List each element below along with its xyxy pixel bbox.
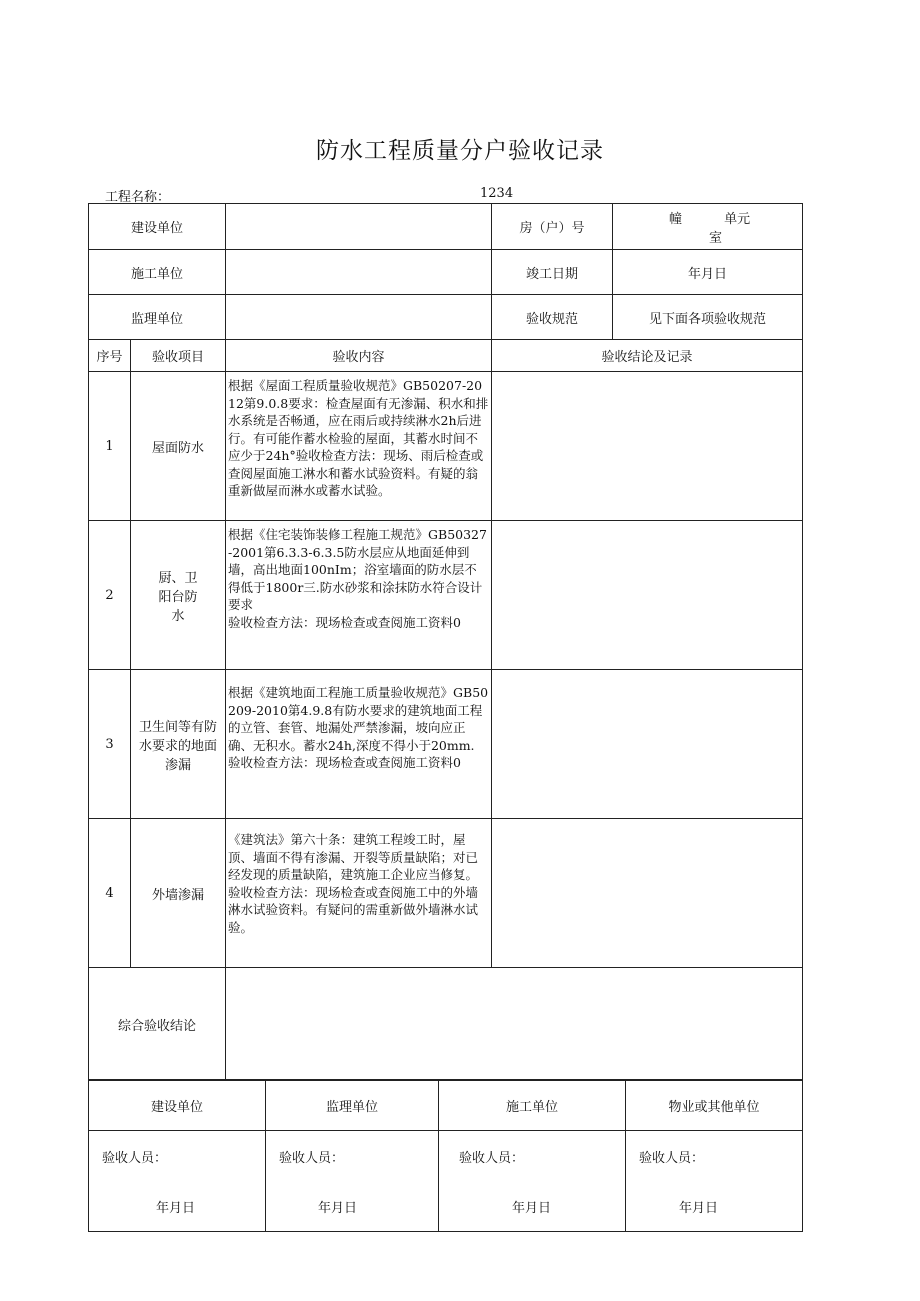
item-name: 厨、卫阳台防水	[131, 521, 226, 670]
sign-date: 年月日	[512, 1201, 552, 1216]
signoff-unit: 监理单位	[266, 1080, 439, 1131]
conclusion-row	[89, 968, 803, 1081]
item-content: 《建筑法》第六十条：建筑工程竣工时，屋顶、墙面不得有渗漏、开裂等质量缺陷；对已经发现的质量缺陷，建筑施工企业应当修复。 验收检查方法：现场检查或查阅施工中的外墙淋水试验资料。有疑问的需重新做外墙淋水试验。	[226, 819, 492, 968]
sign-date: 年月日	[679, 1201, 719, 1216]
item-name: 外墙渗漏	[131, 819, 226, 968]
item-content: 根据《屋面工程质量验收规范》GB50207-2012第9.0.8要求：检查屋面有无渗漏、积水和排水系统是否畅通，应在雨后或持续淋水2h后进行。有可能作蓄水检验的屋面，其蓄水时间不应少于24h°验收检查方法：现场、雨后检查或查阅屋面施工淋水和蓄水试验资料。有疑的翁重新做屋而淋水或蓄水试验。	[226, 372, 492, 521]
project-name-label: 工程名称：	[105, 190, 171, 205]
inspector-label: 验收人员：	[102, 1151, 168, 1166]
header-content: 验收内容	[226, 340, 492, 372]
info-row-supervisor	[89, 295, 803, 340]
item-result[interactable]	[492, 819, 803, 968]
room-number-label: 房（户）号	[492, 204, 613, 250]
signoff-table	[88, 1079, 803, 1232]
building-label: 幢	[669, 211, 683, 227]
signoff-cell[interactable]	[439, 1131, 626, 1232]
construction-unit-label: 建设单位	[89, 204, 226, 250]
inspector-label: 验收人员：	[639, 1151, 705, 1166]
item-name: 屋面防水	[131, 372, 226, 521]
item-no: 2	[89, 521, 131, 670]
item-no: 1	[89, 372, 131, 521]
items-header-row	[89, 340, 803, 372]
completion-date-value[interactable]: 年月日	[613, 250, 803, 295]
item-no: 3	[89, 670, 131, 819]
signoff-unit: 物业或其他单位	[626, 1080, 803, 1131]
contractor-label: 施工单位	[89, 250, 226, 295]
inspection-form	[88, 203, 803, 1081]
signoff-cell[interactable]	[89, 1131, 266, 1232]
inspector-label: 验收人员：	[459, 1151, 525, 1166]
item-no: 4	[89, 819, 131, 968]
info-row-contractor	[89, 250, 803, 295]
item-result[interactable]	[492, 670, 803, 819]
room-label: 室	[709, 230, 723, 246]
contractor-value[interactable]	[226, 250, 492, 295]
inspector-label: 验收人员：	[279, 1151, 345, 1166]
completion-date-label: 竣工日期	[492, 250, 613, 295]
unit-label: 单元	[724, 211, 751, 227]
item-row	[89, 670, 803, 819]
conclusion-label: 综合验收结论	[89, 968, 226, 1081]
spec-label: 验收规范	[492, 295, 613, 340]
item-content: 根据《建筑地面工程施工质量验收规范》GB50209-2010第4.9.8有防水要求的建筑地面工程的立管、套管、地漏处严禁渗漏，坡向应正确、无积水。蓄水24h,深度不得小于20mm. 验收检查方法：现场检查或查阅施工资料0	[226, 670, 492, 819]
signoff-unit: 建设单位	[89, 1080, 266, 1131]
header-item: 验收项目	[131, 340, 226, 372]
item-row	[89, 372, 803, 521]
item-result[interactable]	[492, 521, 803, 670]
item-row	[89, 521, 803, 670]
sign-date: 年月日	[318, 1201, 358, 1216]
signoff-sign-row	[89, 1131, 803, 1232]
item-result[interactable]	[492, 372, 803, 521]
signoff-unit: 施工单位	[439, 1080, 626, 1131]
header-result: 验收结论及记录	[492, 340, 803, 372]
construction-unit-value[interactable]	[226, 204, 492, 250]
signoff-cell[interactable]	[266, 1131, 439, 1232]
supervisor-value[interactable]	[226, 295, 492, 340]
signoff-units-row	[89, 1080, 803, 1131]
item-content: 根据《住宅装饰装修工程施工规范》GB50327-2001第6.3.3-6.3.5防水层应从地面延伸到墙，高出地面100nIm；浴室墙面的防水层不得低于1800r三.防水砂浆和涂抹防水符合设计要求 验收检查方法：现场检查或查阅施工资料0	[226, 521, 492, 670]
item-row	[89, 819, 803, 968]
header-no: 序号	[89, 340, 131, 372]
supervisor-label: 监理单位	[89, 295, 226, 340]
room-number-value[interactable]	[613, 204, 803, 250]
sign-date: 年月日	[156, 1201, 196, 1216]
signoff-cell[interactable]	[626, 1131, 803, 1232]
spec-value[interactable]: 见下面各项验收规范	[613, 295, 803, 340]
project-name-value[interactable]: 1234	[480, 186, 514, 201]
page-title: 防水工程质量分户验收记录	[316, 138, 604, 164]
item-name: 卫生间等有防水要求的地面渗漏	[131, 670, 226, 819]
conclusion-value[interactable]	[226, 968, 803, 1081]
info-row-construction-unit	[89, 204, 803, 250]
